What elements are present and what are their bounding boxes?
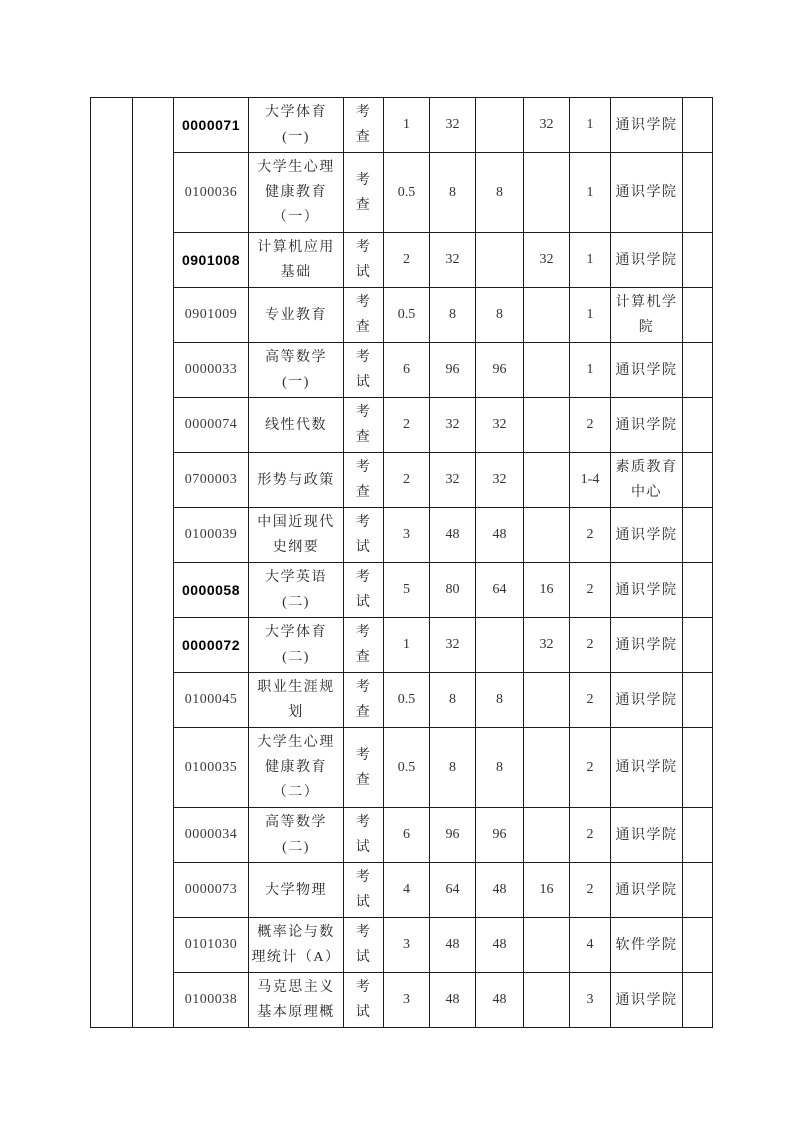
course-code-cell: 0100039 — [174, 508, 249, 563]
total-hours-cell: 32 — [430, 398, 476, 453]
lecture-hours-cell: 48 — [476, 508, 524, 563]
credits-cell: 6 — [384, 343, 430, 398]
course-code-cell: 0000073 — [174, 863, 249, 918]
total-hours-cell: 32 — [430, 453, 476, 508]
exam-type-cell: 考 查 — [344, 728, 384, 808]
course-name-cell: 大学生心理 健康教育 （一） — [249, 153, 344, 233]
course-code-cell: 0000074 — [174, 398, 249, 453]
exam-type-cell: 考 查 — [344, 153, 384, 233]
right-margin-cell — [683, 153, 713, 233]
credits-cell: 0.5 — [384, 673, 430, 728]
exam-type-cell: 考 试 — [344, 863, 384, 918]
course-name-cell: 中国近现代 史纲要 — [249, 508, 344, 563]
exam-type-cell: 考 试 — [344, 808, 384, 863]
exam-type-cell: 考 试 — [344, 973, 384, 1028]
semester-cell: 3 — [570, 973, 611, 1028]
table-row — [91, 233, 713, 288]
lecture-hours-cell: 48 — [476, 863, 524, 918]
total-hours-cell: 32 — [430, 618, 476, 673]
course-code-cell: 0100045 — [174, 673, 249, 728]
credits-cell: 2 — [384, 398, 430, 453]
credits-cell: 0.5 — [384, 153, 430, 233]
subcategory-column-cell — [133, 98, 174, 1028]
credits-cell: 3 — [384, 508, 430, 563]
credits-cell: 0.5 — [384, 288, 430, 343]
course-code-cell: 0101030 — [174, 918, 249, 973]
table-row — [91, 973, 713, 1028]
right-margin-cell — [683, 918, 713, 973]
practice-hours-cell — [524, 808, 570, 863]
course-name-cell: 线性代数 — [249, 398, 344, 453]
table-row — [91, 673, 713, 728]
practice-hours-cell: 16 — [524, 863, 570, 918]
course-code-cell: 0700003 — [174, 453, 249, 508]
practice-hours-cell: 32 — [524, 98, 570, 153]
semester-cell: 4 — [570, 918, 611, 973]
table-row — [91, 863, 713, 918]
semester-cell: 1-4 — [570, 453, 611, 508]
lecture-hours-cell: 8 — [476, 153, 524, 233]
exam-type-cell: 考 查 — [344, 398, 384, 453]
lecture-hours-cell: 8 — [476, 288, 524, 343]
course-code-cell: 0100038 — [174, 973, 249, 1028]
semester-cell: 2 — [570, 618, 611, 673]
exam-type-cell: 考 查 — [344, 288, 384, 343]
table-row — [91, 153, 713, 233]
total-hours-cell: 48 — [430, 508, 476, 563]
department-cell: 通识学院 — [611, 398, 683, 453]
course-code-cell: 0100036 — [174, 153, 249, 233]
total-hours-cell: 32 — [430, 233, 476, 288]
department-cell: 通识学院 — [611, 728, 683, 808]
credits-cell: 5 — [384, 563, 430, 618]
lecture-hours-cell — [476, 233, 524, 288]
course-code-cell: 0000034 — [174, 808, 249, 863]
total-hours-cell: 8 — [430, 153, 476, 233]
total-hours-cell: 80 — [430, 563, 476, 618]
exam-type-cell: 考 查 — [344, 618, 384, 673]
right-margin-cell — [683, 973, 713, 1028]
right-margin-cell — [683, 98, 713, 153]
semester-cell: 1 — [570, 153, 611, 233]
course-name-cell: 高等数学 (二) — [249, 808, 344, 863]
practice-hours-cell — [524, 288, 570, 343]
course-name-cell: 职业生涯规 划 — [249, 673, 344, 728]
department-cell: 通识学院 — [611, 863, 683, 918]
total-hours-cell: 32 — [430, 98, 476, 153]
semester-cell: 1 — [570, 233, 611, 288]
semester-cell: 2 — [570, 398, 611, 453]
right-margin-cell — [683, 863, 713, 918]
right-margin-cell — [683, 508, 713, 563]
semester-cell: 2 — [570, 728, 611, 808]
right-margin-cell — [683, 808, 713, 863]
total-hours-cell: 48 — [430, 918, 476, 973]
exam-type-cell: 考 查 — [344, 98, 384, 153]
curriculum-table — [90, 97, 713, 1028]
course-name-cell: 大学体育 (一) — [249, 98, 344, 153]
semester-cell: 2 — [570, 563, 611, 618]
right-margin-cell — [683, 398, 713, 453]
exam-type-cell: 考 试 — [344, 918, 384, 973]
semester-cell: 2 — [570, 863, 611, 918]
department-cell: 通识学院 — [611, 508, 683, 563]
semester-cell: 2 — [570, 673, 611, 728]
practice-hours-cell — [524, 453, 570, 508]
lecture-hours-cell: 64 — [476, 563, 524, 618]
department-cell: 软件学院 — [611, 918, 683, 973]
table-row — [91, 98, 713, 153]
practice-hours-cell — [524, 973, 570, 1028]
credits-cell: 4 — [384, 863, 430, 918]
lecture-hours-cell: 32 — [476, 453, 524, 508]
lecture-hours-cell: 8 — [476, 673, 524, 728]
category-column-cell — [91, 98, 133, 1028]
lecture-hours-cell: 48 — [476, 973, 524, 1028]
total-hours-cell: 48 — [430, 973, 476, 1028]
total-hours-cell: 8 — [430, 728, 476, 808]
department-cell: 通识学院 — [611, 973, 683, 1028]
practice-hours-cell — [524, 343, 570, 398]
department-cell: 素质教育 中心 — [611, 453, 683, 508]
right-margin-cell — [683, 288, 713, 343]
department-cell: 通识学院 — [611, 343, 683, 398]
semester-cell: 2 — [570, 508, 611, 563]
lecture-hours-cell: 96 — [476, 808, 524, 863]
practice-hours-cell — [524, 398, 570, 453]
practice-hours-cell — [524, 153, 570, 233]
course-name-cell: 大学物理 — [249, 863, 344, 918]
course-name-cell: 马克思主义 基本原理概 — [249, 973, 344, 1028]
right-margin-cell — [683, 343, 713, 398]
department-cell: 通识学院 — [611, 233, 683, 288]
exam-type-cell: 考 查 — [344, 453, 384, 508]
course-name-cell: 概率论与数 理统计（A） — [249, 918, 344, 973]
semester-cell: 1 — [570, 98, 611, 153]
practice-hours-cell — [524, 918, 570, 973]
practice-hours-cell — [524, 508, 570, 563]
department-cell: 计算机学 院 — [611, 288, 683, 343]
course-code-cell: 0000058 — [174, 563, 249, 618]
lecture-hours-cell — [476, 618, 524, 673]
exam-type-cell: 考 试 — [344, 343, 384, 398]
course-name-cell: 专业教育 — [249, 288, 344, 343]
semester-cell: 1 — [570, 288, 611, 343]
credits-cell: 2 — [384, 453, 430, 508]
credits-cell: 1 — [384, 98, 430, 153]
table-row — [91, 728, 713, 808]
department-cell: 通识学院 — [611, 98, 683, 153]
exam-type-cell: 考 试 — [344, 233, 384, 288]
practice-hours-cell — [524, 673, 570, 728]
table-row — [91, 398, 713, 453]
total-hours-cell: 64 — [430, 863, 476, 918]
lecture-hours-cell: 8 — [476, 728, 524, 808]
lecture-hours-cell: 96 — [476, 343, 524, 398]
course-code-cell: 0901008 — [174, 233, 249, 288]
credits-cell: 2 — [384, 233, 430, 288]
lecture-hours-cell: 32 — [476, 398, 524, 453]
right-margin-cell — [683, 233, 713, 288]
lecture-hours-cell: 48 — [476, 918, 524, 973]
table-row — [91, 453, 713, 508]
right-margin-cell — [683, 453, 713, 508]
course-name-cell: 大学体育 (二) — [249, 618, 344, 673]
practice-hours-cell: 16 — [524, 563, 570, 618]
total-hours-cell: 8 — [430, 288, 476, 343]
department-cell: 通识学院 — [611, 673, 683, 728]
practice-hours-cell: 32 — [524, 618, 570, 673]
course-name-cell: 计算机应用 基础 — [249, 233, 344, 288]
credits-cell: 3 — [384, 918, 430, 973]
table-row — [91, 918, 713, 973]
course-code-cell: 0000071 — [174, 98, 249, 153]
exam-type-cell: 考 试 — [344, 563, 384, 618]
practice-hours-cell: 32 — [524, 233, 570, 288]
exam-type-cell: 考 试 — [344, 508, 384, 563]
right-margin-cell — [683, 618, 713, 673]
table-row — [91, 563, 713, 618]
total-hours-cell: 96 — [430, 343, 476, 398]
total-hours-cell: 8 — [430, 673, 476, 728]
credits-cell: 1 — [384, 618, 430, 673]
course-name-cell: 大学英语 (二) — [249, 563, 344, 618]
department-cell: 通识学院 — [611, 153, 683, 233]
department-cell: 通识学院 — [611, 618, 683, 673]
total-hours-cell: 96 — [430, 808, 476, 863]
table-row — [91, 808, 713, 863]
course-name-cell: 大学生心理 健康教育 （二） — [249, 728, 344, 808]
credits-cell: 6 — [384, 808, 430, 863]
credits-cell: 0.5 — [384, 728, 430, 808]
table-row — [91, 618, 713, 673]
department-cell: 通识学院 — [611, 563, 683, 618]
course-name-cell: 高等数学 (一) — [249, 343, 344, 398]
course-code-cell: 0901009 — [174, 288, 249, 343]
course-name-cell: 形势与政策 — [249, 453, 344, 508]
credits-cell: 3 — [384, 973, 430, 1028]
semester-cell: 2 — [570, 808, 611, 863]
table-row — [91, 508, 713, 563]
exam-type-cell: 考 查 — [344, 673, 384, 728]
course-code-cell: 0000033 — [174, 343, 249, 398]
table-row — [91, 343, 713, 398]
course-code-cell: 0100035 — [174, 728, 249, 808]
right-margin-cell — [683, 728, 713, 808]
department-cell: 通识学院 — [611, 808, 683, 863]
course-code-cell: 0000072 — [174, 618, 249, 673]
right-margin-cell — [683, 673, 713, 728]
practice-hours-cell — [524, 728, 570, 808]
semester-cell: 1 — [570, 343, 611, 398]
right-margin-cell — [683, 563, 713, 618]
table-row — [91, 288, 713, 343]
lecture-hours-cell — [476, 98, 524, 153]
